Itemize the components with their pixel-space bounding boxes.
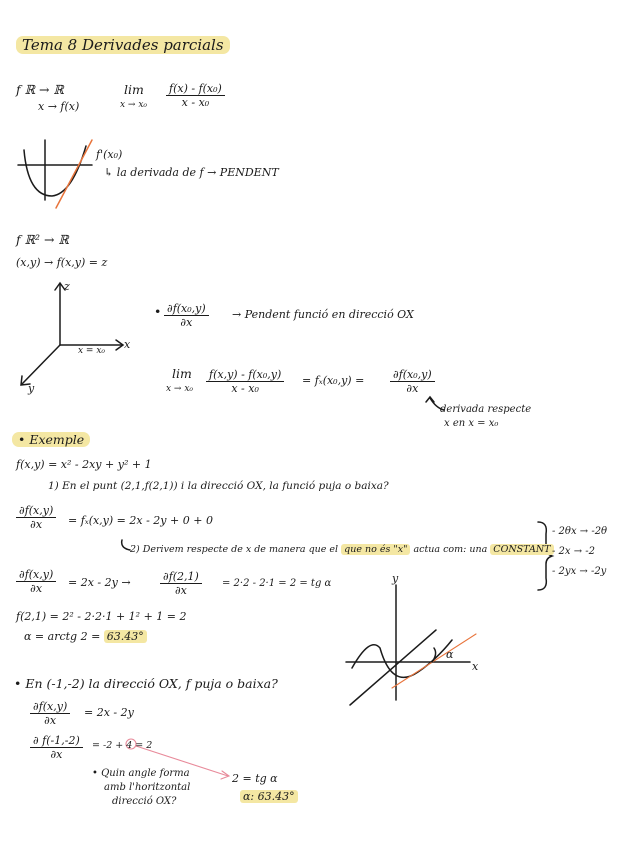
ex2-bullet2: amb l'horitzontal (104, 782, 191, 793)
ex-note2-mid: actua com: una (413, 544, 488, 555)
graph1-tangent (56, 140, 92, 208)
ex2-v-fraction (30, 734, 83, 761)
graph-1d-derivative (18, 140, 92, 208)
ex-note2-hl1: que no és "x" (341, 544, 410, 555)
graph-3d-axes (21, 283, 123, 385)
ex-r2-fraction (160, 570, 202, 597)
s1-graph-label: f'(x₀) (96, 148, 123, 161)
ex2-bullet1: • Quin angle forma (92, 768, 190, 779)
ex2-v-num: ∂ f(-1,-2) (30, 734, 83, 748)
s2-bullet-den: ∂x (180, 316, 193, 329)
ex-r2-num: ∂f(2,1) (160, 570, 202, 584)
ex2-d-num: ∂f(x,y) (30, 700, 70, 714)
s2-axis-x: x (124, 338, 131, 351)
ex-d-fraction (16, 504, 56, 531)
s1-graph-note: ↳ la derivada de f → PENDENT (104, 166, 279, 179)
s2-lim-den: x - x₀ (231, 382, 259, 395)
ex-f21: f(2,1) = 2² - 2·2·1 + 1² + 1 = 2 (16, 610, 187, 623)
s2-rhs-num: ∂f(x₀,y) (390, 368, 435, 382)
s1-map-line2: x → f(x) (38, 100, 80, 113)
ex-note2 (130, 544, 554, 555)
ex2-v-den: ∂x (50, 748, 63, 761)
s1-map-line1: f ℝ → ℝ (16, 82, 64, 97)
s1-lim-sub: x → x₀ (120, 100, 148, 110)
s2-bullet-text: → Pendent funció en direcció OX (232, 308, 414, 321)
s2-lim-sub: x → x₀ (166, 384, 194, 394)
ex-r2-den: ∂x (174, 584, 187, 597)
ex-side2: - 2x → -2 (552, 546, 596, 557)
ex-r2-rhs: = 2·2 - 2·1 = 2 = tg α (222, 578, 332, 589)
s2-rhs-den: ∂x (406, 382, 419, 395)
ex2-alpha-val: α: 63.43° (240, 790, 298, 803)
ex-note2-pre: 2) Derivem respecte de x de manera que el (130, 544, 339, 555)
s1-lim: lim (124, 82, 144, 97)
s2-lim: lim (172, 366, 192, 381)
side-brace (538, 522, 552, 590)
ex-r-num: ∂f(x,y) (16, 568, 56, 582)
ex-r-den: ∂x (30, 582, 43, 595)
s2-note-line2: x en x = x₀ (444, 418, 499, 429)
s1-lim-fraction (166, 82, 225, 109)
s2-rhs-fraction (390, 368, 435, 395)
ex-r-mid: = 2x - 2y → (68, 576, 131, 589)
s2-axis-y: y (28, 382, 35, 395)
s2-bullet-fraction (164, 302, 209, 329)
s2-lim-fraction (206, 368, 284, 395)
graph-example (346, 585, 479, 705)
ex-alpha (24, 630, 147, 643)
ex-graph-alpha: α (446, 648, 454, 661)
page-title: Tema 8 Derivades parcials (16, 36, 230, 54)
s2-bullet-dot: • (154, 304, 162, 319)
ex-d-den: ∂x (30, 518, 43, 531)
s1-lim-num: f(x) - f(x₀) (166, 82, 225, 96)
y-axis (22, 345, 60, 384)
ex2-q: • En (-1,-2) la direcció OX, f puja o baixa? (14, 676, 278, 691)
graph2-tangent (392, 634, 479, 688)
ex-alpha-val: 63.43° (104, 630, 147, 643)
example-func: f(x,y) = x² - 2xy + y² + 1 (16, 458, 152, 471)
ex-d-rhs: = fₓ(x,y) = 2x - 2y + 0 + 0 (68, 514, 213, 527)
ex-side1: - 2θx → -2θ (552, 526, 608, 537)
graph1-curve (24, 146, 86, 196)
ex2-alpha (240, 790, 298, 803)
s2-eq-mid: = fₓ(x₀,y) = (302, 374, 365, 387)
example-q1: 1) En el punt (2,1,f(2,1)) i la direcció OX, la funció puja o baixa? (48, 480, 389, 492)
ex2-d-rhs: = 2x - 2y (84, 706, 134, 719)
ex2-tg: 2 = tg α (232, 772, 278, 785)
ex-graph-y: y (392, 572, 399, 585)
ex-r-fraction (16, 568, 56, 595)
ex2-d-fraction (30, 700, 70, 727)
ex2-bullet3: direcció OX? (112, 796, 177, 807)
s1-lim-den: x - x₀ (181, 96, 210, 109)
ex-d-num: ∂f(x,y) (16, 504, 56, 518)
example-heading: • Exemple (12, 432, 90, 447)
s2-plane-label: x = x₀ (78, 346, 106, 356)
s2-lim-num: f(x,y) - f(x₀,y) (206, 368, 284, 382)
ex2-v-rhs: = -2 + 4 = 2 (92, 740, 153, 751)
ex-note2-hl2: CONSTANT (490, 544, 553, 555)
s2-map-line1: f ℝ² → ℝ (16, 232, 69, 247)
s2-axis-z: z (64, 280, 70, 293)
ex2-d-den: ∂x (44, 714, 57, 727)
s2-bullet-num: ∂f(x₀,y) (164, 302, 209, 316)
s2-map-line2: (x,y) → f(x,y) = z (16, 256, 108, 269)
ex-side3: - 2yx → -2y (552, 566, 607, 577)
s2-note-line1: derivada respecte (440, 404, 532, 415)
ex-alpha-text: α = arctg 2 = (24, 630, 101, 643)
note2-hook (122, 540, 130, 550)
ex-graph-x: x (472, 660, 479, 673)
